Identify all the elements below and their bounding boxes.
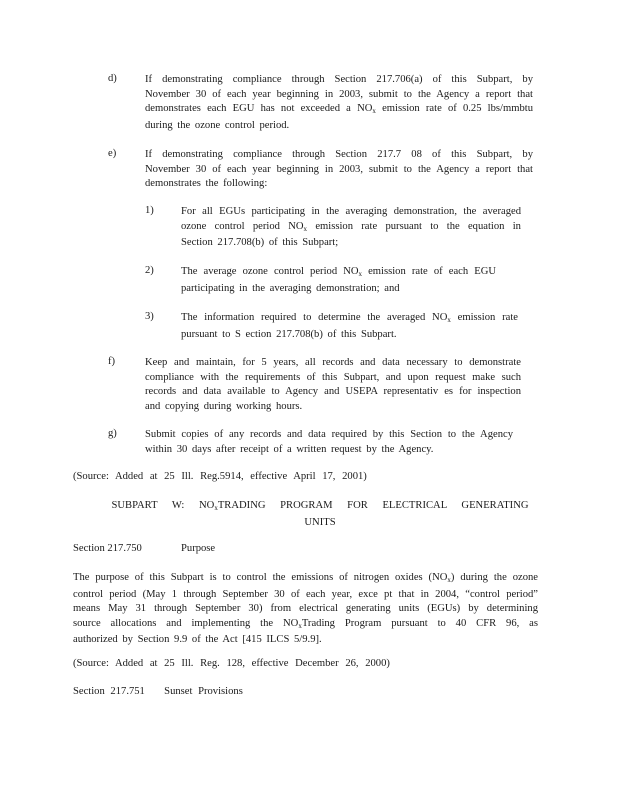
subitem-2-text: The average ozone control period $NO_x$ emission rate of each EGU participating in the averaging demonstration; and bbox=[181, 266, 497, 294]
subitem-3-text: The information required to determine the averaged $NO_x$ emission rate pursuant to S ection 217.708(b) of this Subpart. bbox=[181, 312, 518, 340]
subitem-label-2: 2) bbox=[145, 265, 154, 276]
section-750-title: Purpose bbox=[181, 543, 216, 554]
section-751-title: Sunset Provisions bbox=[164, 686, 243, 697]
source-note-1: (Source: Added at 25 Ill. Reg.5914, effective April 17, 2001) bbox=[73, 471, 367, 482]
subitem-1-text: For all EGUs participating in the averaging demonstration, the averaged ozone control period $NO_x$ emission rate pursuant to the equation in Section 217.708(b) of this Subpart; bbox=[181, 206, 521, 248]
purpose-paragraph: The purpose of this Subpart is to control the emissions of nitrogen oxides $(NO_x)$ during the ozone control period (May 1 through September 30 of each year, exce pt that in 2004, “control period” means May 31 through September 30) from electrical generating units (EGUs) by determining source allocations and implementing the $NO_xTrading$ Program pursuant to 40 CFR 96, as authorized by Section 9.9 of the Act [415 ILCS 5/9.9]. bbox=[73, 572, 538, 645]
section-751-number: Section 217.751 bbox=[73, 686, 145, 697]
subitem-label-3: 3) bbox=[145, 311, 154, 322]
item-e-text: If demonstrating compliance through Section 217.7 08 of this Subpart, by November 30 of each year beginning in 2003, submit to the Agency a report that demonstrates the following: bbox=[145, 149, 533, 189]
item-f-text: Keep and maintain, for 5 years, all records and data necessary to demonstrate compliance with the requirements of this Subpart, and upon request make such records and data available to Agency and USEPA representativ es for inspection and copying during working hours. bbox=[145, 357, 521, 412]
subitem-label-1: 1) bbox=[145, 205, 154, 216]
item-d-text: If demonstrating compliance through Section 217.706(a) of this Subpart, by November 30 of each year beginning in 2003, submit to the Agency a report that demonstrates each EGU has not exceeded a $NO_x$ emission rate of 0.25 lbs/mmbtu during the ozone control period. bbox=[145, 74, 533, 131]
source-note-2: (Source: Added at 25 Ill. Reg. 128, effective December 26, 2000) bbox=[73, 658, 390, 669]
section-750-number: Section 217.750 bbox=[73, 543, 142, 554]
item-label-f: f) bbox=[108, 356, 116, 367]
section-751-heading bbox=[73, 685, 243, 700]
item-label-g: g) bbox=[108, 428, 117, 439]
item-g-text: Submit copies of any records and data required by this Section to the Agency within 30 days after receipt of a written request by the Agency. bbox=[145, 429, 513, 455]
subpart-heading: SUBPART W: $NO_xTRADING$ PROGRAM FOR ELECTRICAL GENERATING UNITS bbox=[111, 500, 529, 528]
item-label-d: d) bbox=[108, 73, 117, 84]
item-label-e: e) bbox=[108, 148, 117, 159]
